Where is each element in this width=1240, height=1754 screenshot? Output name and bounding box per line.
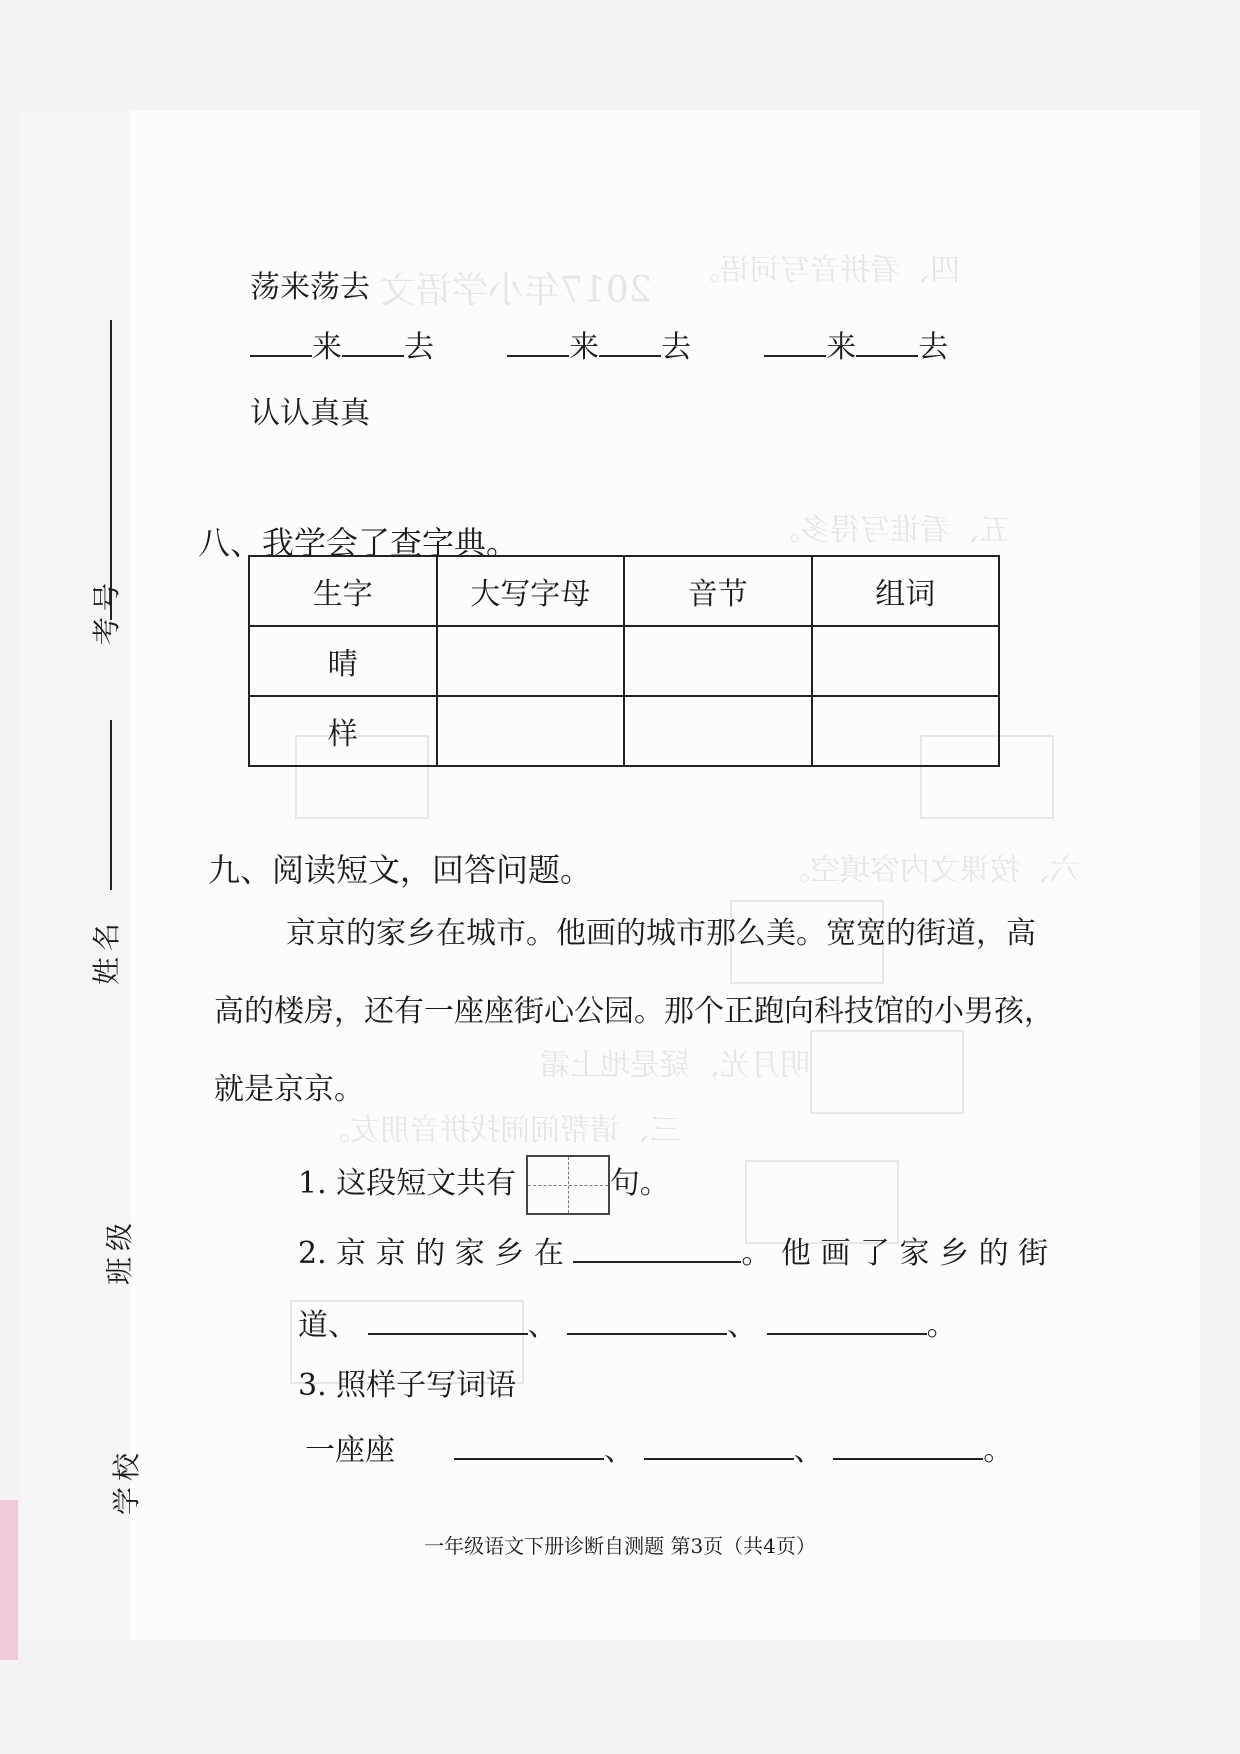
pattern-char: 来 xyxy=(569,330,600,365)
header-zuci: 组词 xyxy=(812,556,1000,626)
pattern-char: 去 xyxy=(661,330,692,365)
ghost-poem: 明月光，疑是地上霜 xyxy=(540,1048,810,1083)
ghost-heading-6: 六、按课文内容填空。 xyxy=(780,853,1080,888)
answer-blank[interactable] xyxy=(644,1432,794,1460)
question-1 xyxy=(298,1155,670,1215)
pattern-char: 去 xyxy=(918,330,949,365)
ghost-heading-3: 三、请帮闹闹找拼音朋友。 xyxy=(320,1113,680,1148)
header-yinjie: 音节 xyxy=(624,556,812,626)
answer-blank[interactable] xyxy=(856,329,918,357)
answer-cell[interactable] xyxy=(812,696,1000,766)
side-label-xuexiao: 学校 xyxy=(110,1446,143,1515)
paper-edge xyxy=(0,1500,18,1660)
answer-blank[interactable] xyxy=(507,329,569,357)
comma: 、 xyxy=(793,1433,824,1468)
table-header-row xyxy=(249,556,999,626)
dictionary-table xyxy=(248,555,1000,767)
example-yizuozuo: 一座座 xyxy=(305,1433,395,1468)
section-9-title: 九、阅读短文，回答问题。 xyxy=(208,851,593,889)
pattern-char: 来 xyxy=(312,330,342,365)
row-char: 晴 xyxy=(249,626,437,696)
answer-blank[interactable] xyxy=(368,1307,528,1335)
comma: 、 xyxy=(727,1308,758,1343)
answer-blank[interactable] xyxy=(342,329,404,357)
section-8-title: 八、我学会了查字典。 xyxy=(198,524,519,562)
answer-cell[interactable] xyxy=(624,626,812,696)
fill-pattern-row xyxy=(250,322,948,366)
question-2-line-2 xyxy=(298,1300,957,1344)
answer-blank[interactable] xyxy=(833,1432,983,1460)
pattern-char: 来 xyxy=(826,330,857,365)
binding-strip xyxy=(20,110,130,1640)
comma: 、 xyxy=(604,1433,635,1468)
table-row xyxy=(249,696,999,766)
example-word-1: 荡来荡去 xyxy=(250,270,370,305)
answer-blank[interactable] xyxy=(767,1307,927,1335)
side-label-banji: 班级 xyxy=(103,1216,136,1285)
answer-cell[interactable] xyxy=(812,626,1000,696)
side-line-kaohao xyxy=(110,320,112,620)
question-3-row xyxy=(305,1425,1013,1469)
side-label-kaohao: 考号 xyxy=(90,576,123,645)
answer-blank[interactable] xyxy=(567,1307,727,1335)
answer-cell[interactable] xyxy=(437,696,625,766)
question-2-road: 道、 xyxy=(298,1308,358,1343)
answer-box[interactable] xyxy=(526,1155,610,1215)
answer-blank[interactable] xyxy=(764,329,826,357)
question-2 xyxy=(298,1228,1048,1272)
header-daxie: 大写字母 xyxy=(437,556,625,626)
answer-blank[interactable] xyxy=(599,329,661,357)
question-1-suffix: 句。 xyxy=(609,1166,670,1201)
page-footer: 一年级语文下册诊断自测题 第3页（共4页） xyxy=(424,1534,816,1558)
answer-cell[interactable] xyxy=(624,696,812,766)
comma: 、 xyxy=(527,1308,558,1343)
period: 。 xyxy=(926,1308,957,1343)
answer-blank[interactable] xyxy=(573,1235,741,1263)
question-2-prefix: 2. 京 京 的 家 乡 在 xyxy=(298,1236,564,1271)
answer-blank[interactable] xyxy=(454,1432,604,1460)
header-shengzi: 生字 xyxy=(249,556,437,626)
table-row xyxy=(249,626,999,696)
period: 。 xyxy=(983,1433,1014,1468)
side-label-xingming: 姓名 xyxy=(90,916,123,985)
pattern-char: 去 xyxy=(404,330,434,365)
question-1-prefix: 1. 这段短文共有 xyxy=(298,1166,517,1201)
reading-passage: 京京的家乡在城市。他画的城市那么美。宽宽的街道，高高的楼房，还有一座座街心公园。那个正跑向科技馆的小男孩，就是京京。 xyxy=(214,916,1054,1107)
answer-blank[interactable] xyxy=(250,329,312,357)
row-char: 样 xyxy=(249,696,437,766)
answer-cell[interactable] xyxy=(437,626,625,696)
ghost-title: 2017年小学语文 xyxy=(380,270,652,311)
question-2-mid: 。 他 画 了 家 乡 的 街 xyxy=(741,1236,1049,1271)
example-word-2: 认认真真 xyxy=(250,396,370,431)
ghost-heading-4: 四、看拼音写词语。 xyxy=(690,253,960,288)
question-3: 3. 照样子写词语 xyxy=(298,1368,517,1403)
ghost-heading-5: 五、看谁写得多。 xyxy=(770,513,1010,548)
side-line-xingming xyxy=(110,720,112,890)
